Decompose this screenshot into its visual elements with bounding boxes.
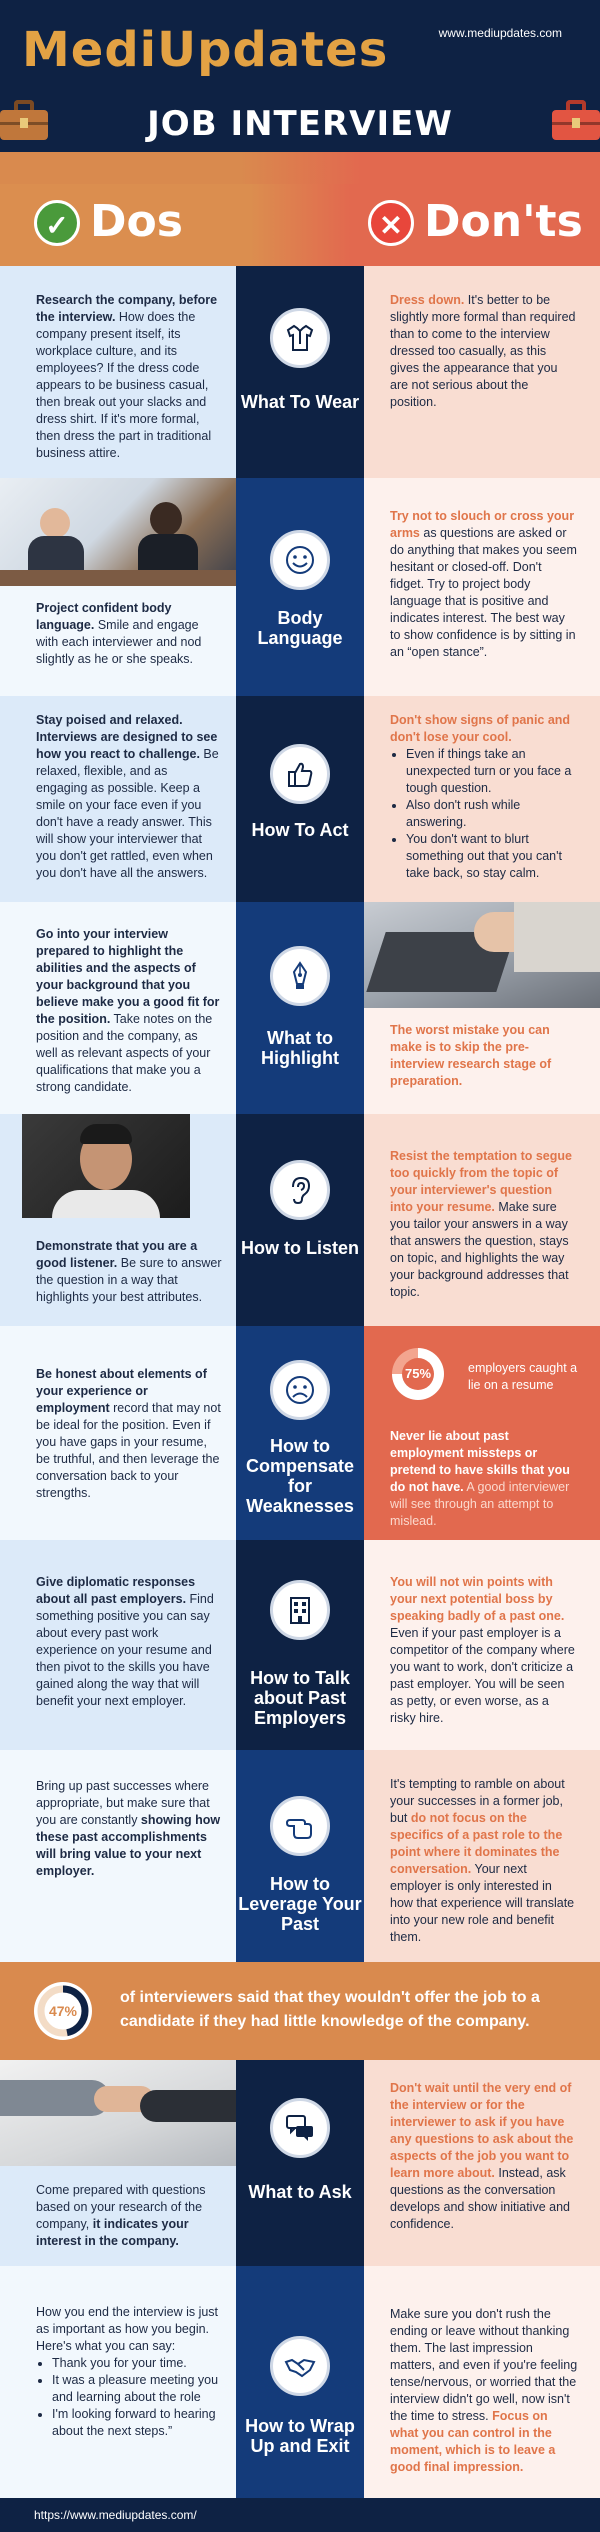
topic-label: How to Talk about Past Employers bbox=[250, 1668, 350, 1728]
dos-heading bbox=[0, 184, 250, 266]
pen-icon bbox=[270, 946, 330, 1006]
do-text: Project confident body language. Smile and engage with each interviewer and nod slightly as he or she speaks. bbox=[36, 601, 202, 666]
hair bbox=[80, 1124, 132, 1144]
person-head bbox=[150, 502, 182, 536]
dont-text: Never lie about past employment missteps or pretend to have skills that you do not have. A good interviewer will see through an attempt to mislead. bbox=[390, 1429, 570, 1528]
do-text: Bring up past successes where appropriate, but make sure that you are constantly showing how these past accomplishments will bring value to your next employer. bbox=[36, 1779, 221, 1878]
dont-text: Make sure you don't rush the ending or leave without thanking them. The last impression matters, and even if you're feeling tense/nervous, or worried that the interview didn't go well, now isn't the time to stress. Focus on what you can control in the moment, which is to leave a good final impression. bbox=[390, 2307, 578, 2474]
list-item: • It was a pleasure meeting you and learning about the role bbox=[52, 2372, 222, 2406]
dont-cell bbox=[364, 696, 600, 902]
dont-cell bbox=[364, 478, 600, 696]
topic-cell bbox=[236, 902, 364, 1114]
do-text: Research the company, before the interview. How does the company present itself, its workplace culture, and its employees? If the dress code appears to be business casual, then break out your slacks and dress shirt. If it's more formal, then dress the part in traditional business attire. bbox=[36, 293, 218, 460]
topic-label: What to Ask bbox=[248, 2182, 352, 2202]
pointing-hand-icon bbox=[270, 1796, 330, 1856]
dont-text: It's tempting to ramble on about your successes in a former job, but do not focus on the specifics of a past role to the point where it dominates the conversation. Your next employer is only interested in how that experience will translate into your new role and benefit them. bbox=[390, 1777, 575, 1944]
chat-icon bbox=[270, 2098, 330, 2158]
do-cell bbox=[0, 2060, 236, 2266]
topic-cell bbox=[236, 478, 364, 696]
laptop-photo bbox=[364, 902, 600, 1008]
footer bbox=[0, 2498, 600, 2532]
dont-cell bbox=[364, 2266, 600, 2498]
section-weaknesses bbox=[0, 1326, 600, 1540]
dont-cell bbox=[364, 1750, 600, 1962]
topic-label: What to Highlight bbox=[261, 1028, 339, 1068]
dos-label: Dos bbox=[90, 196, 183, 247]
topic-label: How to Wrap Up and Exit bbox=[245, 2416, 355, 2456]
topic-cell bbox=[236, 2266, 364, 2498]
topic-label: How to Compensate for Weaknesses bbox=[245, 1436, 355, 1516]
topic-cell bbox=[236, 1540, 364, 1750]
handshake-icon bbox=[270, 2336, 330, 2396]
dont-text: Resist the temptation to segue too quickly from the topic of your interviewer's question into your resume. Make sure you tailor your answers in a way that answers the question, stays on topic, and highlights the way your background addresses that topic. bbox=[390, 1149, 572, 1299]
do-cell bbox=[0, 902, 236, 1114]
sleeve bbox=[140, 2090, 236, 2122]
dont-cell bbox=[364, 2060, 600, 2266]
dont-text: The worst mistake you can make is to skip the pre-interview research stage of preparation. bbox=[390, 1023, 552, 1088]
section-leverage-past bbox=[0, 1750, 600, 1962]
header-url[interactable]: www.mediupdates.com bbox=[438, 26, 562, 40]
stat-banner bbox=[0, 1962, 600, 2060]
topic-cell bbox=[236, 2060, 364, 2266]
topic-label: How to Listen bbox=[241, 1238, 359, 1258]
do-cell bbox=[0, 266, 236, 478]
footer-url[interactable]: https://www.mediupdates.com/ bbox=[34, 2508, 197, 2522]
section-how-to-listen bbox=[0, 1114, 600, 1326]
dont-text: You will not win points with your next potential boss by speaking badly of a past one. Even if your past employer is a competitor of the company where you want to work, don't criticize a past employer. You will be seen as petty, or even worse, as a risky hire. bbox=[390, 1575, 575, 1725]
page-title: JOB INTERVIEW bbox=[147, 104, 453, 144]
dont-text: Try not to slouch or cross your arms as questions are asked or do anything that makes you seem hesitant or closed-off. Don't fidget. Try to project body language that is positive and indicates interest. The best way to show confidence is by sitting in an “open stance”. bbox=[390, 509, 577, 659]
sleeve bbox=[514, 902, 600, 972]
do-text: Stay poised and relaxed. Interviews are designed to see how you react to challenge. Be relaxed, flexible, and as engaging as possible. Keep a smile on your face even if you don't have a ready answer. This will show your interviewer that you don't get rattled, even when you don't have all the answers. bbox=[36, 713, 219, 880]
do-text: Come prepared with questions based on your research of the company, it indicates your interest in the company. bbox=[36, 2183, 206, 2248]
check-icon: ✓ bbox=[34, 200, 80, 246]
dont-cell bbox=[364, 902, 600, 1114]
meeting-photo bbox=[0, 478, 236, 586]
dont-text: Don't wait until the very end of the interview or for the interviewer to ask if you have any questions to ask about the aspects of the job you want to learn more about. Instead, ask questions as the conversation develops and show initiative and confidence. bbox=[390, 2081, 574, 2231]
list-item: • Also don't rush while answering. bbox=[406, 797, 578, 831]
do-text: How you end the interview is just as important as how you begin. Here's what you can say: • Thank you for your time. • It was a pleasure meeting you and learning about the role • I'm looking forward to hearing about the next steps.” bbox=[36, 2304, 222, 2440]
dont-text: Dress down. It's better to be slightly more formal than required than to come to the interview dressed too casually, as this gives the appearance that you are not serious about the position. bbox=[390, 293, 576, 409]
topic-label: How To Act bbox=[251, 820, 349, 840]
brand-logo: MediUpdates bbox=[22, 22, 389, 78]
section-what-to-ask bbox=[0, 2060, 600, 2266]
topic-cell bbox=[236, 266, 364, 478]
portrait-photo bbox=[22, 1114, 190, 1218]
section-past-employers bbox=[0, 1540, 600, 1750]
topic-cell bbox=[236, 696, 364, 902]
do-cell bbox=[0, 1114, 236, 1326]
donts-heading bbox=[350, 184, 600, 266]
do-text: Go into your interview prepared to highlight the abilities and the aspects of your background that you believe make you a good fit for the position. Take notes on the position and the company, as well as relevant aspects of your qualifications that make you a strong candidate. bbox=[36, 927, 220, 1094]
do-cell bbox=[0, 478, 236, 696]
dont-cell bbox=[364, 1114, 600, 1326]
topic-cell bbox=[236, 1750, 364, 1962]
dont-cell bbox=[364, 1540, 600, 1750]
smile-icon bbox=[270, 530, 330, 590]
section-wrap-up bbox=[0, 2266, 600, 2498]
do-text: Be honest about elements of your experience or employment record that may not be ideal for the position. Even if you have gaps in your resume, be truthful, and then leverage the conversation back to your strengths. bbox=[36, 1367, 221, 1500]
list-item: • Even if things take an unexpected turn or you face a tough question. bbox=[406, 746, 578, 797]
building-icon bbox=[270, 1580, 330, 1640]
stat-caption: employers caught a lie on a resume bbox=[468, 1361, 578, 1392]
list-item: • Thank you for your time. bbox=[52, 2355, 222, 2372]
section-what-to-highlight bbox=[0, 902, 600, 1114]
do-cell bbox=[0, 696, 236, 902]
header-divider bbox=[0, 152, 600, 184]
do-text: Give diplomatic responses about all past employers. Find something positive you can say about every past work experience on your resume and then pivot to the skills you have gained along the way that will benefit your next employer. bbox=[36, 1575, 214, 1708]
stat-value: 75% bbox=[402, 1358, 434, 1390]
dont-text: Don't show signs of panic and don't lose your cool. • Even if things take an unexpected turn or you face a tough question. • Also don't rush while answering. • You don't want to blurt something out that you can't take back, so stay calm. bbox=[390, 712, 578, 882]
stat-value: 47% bbox=[48, 2003, 78, 2019]
section-how-to-act bbox=[0, 696, 600, 902]
topic-label: How to Leverage Your Past bbox=[238, 1874, 362, 1934]
person-head bbox=[40, 508, 70, 538]
shirt-icon bbox=[270, 308, 330, 368]
heading-gap bbox=[250, 184, 350, 266]
handshake-photo bbox=[0, 2060, 236, 2166]
x-icon: ✕ bbox=[368, 200, 414, 246]
ear-icon bbox=[270, 1160, 330, 1220]
donts-label: Don'ts bbox=[424, 196, 583, 247]
stat-donut bbox=[34, 1982, 92, 2040]
do-cell bbox=[0, 2266, 236, 2498]
topic-label: What To Wear bbox=[240, 392, 360, 412]
shirt bbox=[52, 1190, 160, 1218]
dont-cell bbox=[364, 1326, 600, 1540]
sad-face-icon bbox=[270, 1360, 330, 1420]
section-body-language bbox=[0, 478, 600, 696]
stat-donut bbox=[392, 1348, 444, 1400]
do-cell bbox=[0, 1540, 236, 1750]
topic-label: Body Language bbox=[257, 608, 343, 648]
section-what-to-wear bbox=[0, 266, 600, 478]
do-text: Demonstrate that you are a good listener. Be sure to answer the question in a way that highlights your best attributes. bbox=[36, 1239, 222, 1304]
thumbs-up-icon bbox=[270, 744, 330, 804]
list-item: • You don't want to blurt something out that you can't take back, so stay calm. bbox=[406, 831, 578, 882]
list-item: • I'm looking forward to hearing about the next steps.” bbox=[52, 2406, 222, 2440]
header bbox=[0, 0, 600, 152]
desk bbox=[0, 570, 236, 586]
do-cell bbox=[0, 1326, 236, 1540]
topic-cell bbox=[236, 1326, 364, 1540]
stat-text: of interviewers said that they wouldn't offer the job to a candidate if they had little knowledge of the company. bbox=[120, 1989, 540, 2030]
dont-cell bbox=[364, 266, 600, 478]
do-cell bbox=[0, 1750, 236, 1962]
topic-cell bbox=[236, 1114, 364, 1326]
